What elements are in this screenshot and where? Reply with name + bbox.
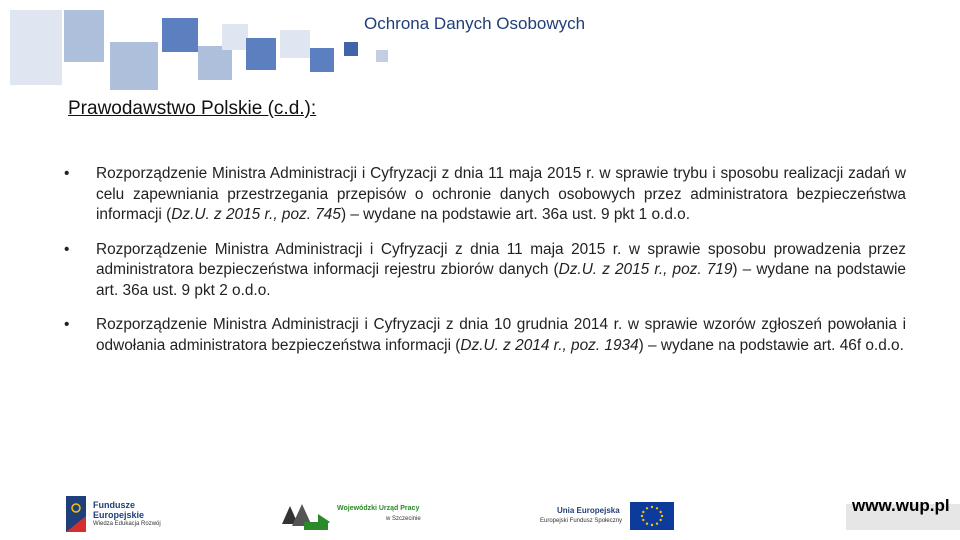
- bullet-icon: •: [64, 316, 70, 333]
- bullet-icon: •: [64, 240, 70, 258]
- deco-square: [280, 30, 310, 58]
- deco-square: [376, 50, 388, 62]
- wup-name: Wojewódzki Urząd Pracy: [337, 505, 420, 512]
- deco-square: [198, 46, 232, 80]
- deco-square: [310, 48, 334, 72]
- list-item: [62, 240, 906, 302]
- list-item: [62, 315, 906, 356]
- wup-city: w Szczecinie: [386, 516, 421, 522]
- fe-subtitle: Wiedza Edukacja Rozwój: [93, 521, 161, 527]
- fe-line1: Fundusze: [93, 500, 135, 510]
- item-text-end: ) – wydane na podstawie art. 36a ust. 9 pkt 2 o.d.o.: [96, 261, 906, 299]
- deco-square: [64, 10, 104, 62]
- deco-square: [162, 18, 198, 52]
- item-reference: Dz.U. z 2014 r., poz. 1934: [460, 336, 639, 354]
- item-text: Rozporządzenie Ministra Administracji i Cyfryzacji z dnia 11 maja 2015 r. w sprawie sposobu prowadzenia przez administratora bezpieczeństwa informacji rejestru zbiorów danych (: [96, 240, 906, 278]
- item-text-end: ) – wydane na podstawie art. 46f o.d.o.: [638, 336, 904, 354]
- wup-logo-icon: [280, 500, 330, 530]
- eu-flag-icon: [630, 502, 674, 530]
- fundusze-europejskie-label: [93, 500, 144, 520]
- item-reference: Dz.U. z 2015 r., poz. 719: [558, 261, 733, 278]
- section-title: Prawodawstwo Polskie (c.d.):: [68, 98, 317, 119]
- item-text: Rozporządzenie Ministra Administracji i Cyfryzacji z dnia 11 maja 2015 r. w sprawie trybu i sposobu realizacji zadań w celu zapewniania przestrzegania przepisów o ochronie danych osobowych przez administratora bezpieczeństwa informacji (: [96, 165, 906, 223]
- ue-subtitle: Europejski Fundusz Społeczny: [540, 518, 623, 524]
- item-text: Rozporządzenie Ministra Administracji i Cyfryzacji z dnia 10 grudnia 2014 r. w sprawie wzorów zgłoszeń powołania i odwołania administratora bezpieczeństwa informacji (: [96, 316, 906, 354]
- ue-name: Unia Europejska: [557, 506, 620, 515]
- deco-square: [344, 42, 358, 56]
- deco-square: [110, 42, 158, 90]
- fundusze-europejskie-logo-icon: [66, 496, 86, 532]
- deco-square: [10, 10, 62, 85]
- fe-line2: Europejskie: [93, 510, 145, 520]
- deco-square: [222, 24, 248, 50]
- item-reference: Dz.U. z 2015 r., poz. 745: [171, 206, 341, 223]
- website-url[interactable]: www.wup.pl: [852, 496, 950, 515]
- item-text-end: ) – wydane na podstawie art. 36a ust. 9 pkt 1 o.d.o.: [340, 206, 691, 223]
- header-title: Ochrona Danych Osobowych: [364, 14, 586, 33]
- deco-square: [246, 38, 276, 70]
- bullet-icon: •: [64, 165, 70, 182]
- list-item: [62, 164, 906, 226]
- regulation-list: [62, 164, 906, 370]
